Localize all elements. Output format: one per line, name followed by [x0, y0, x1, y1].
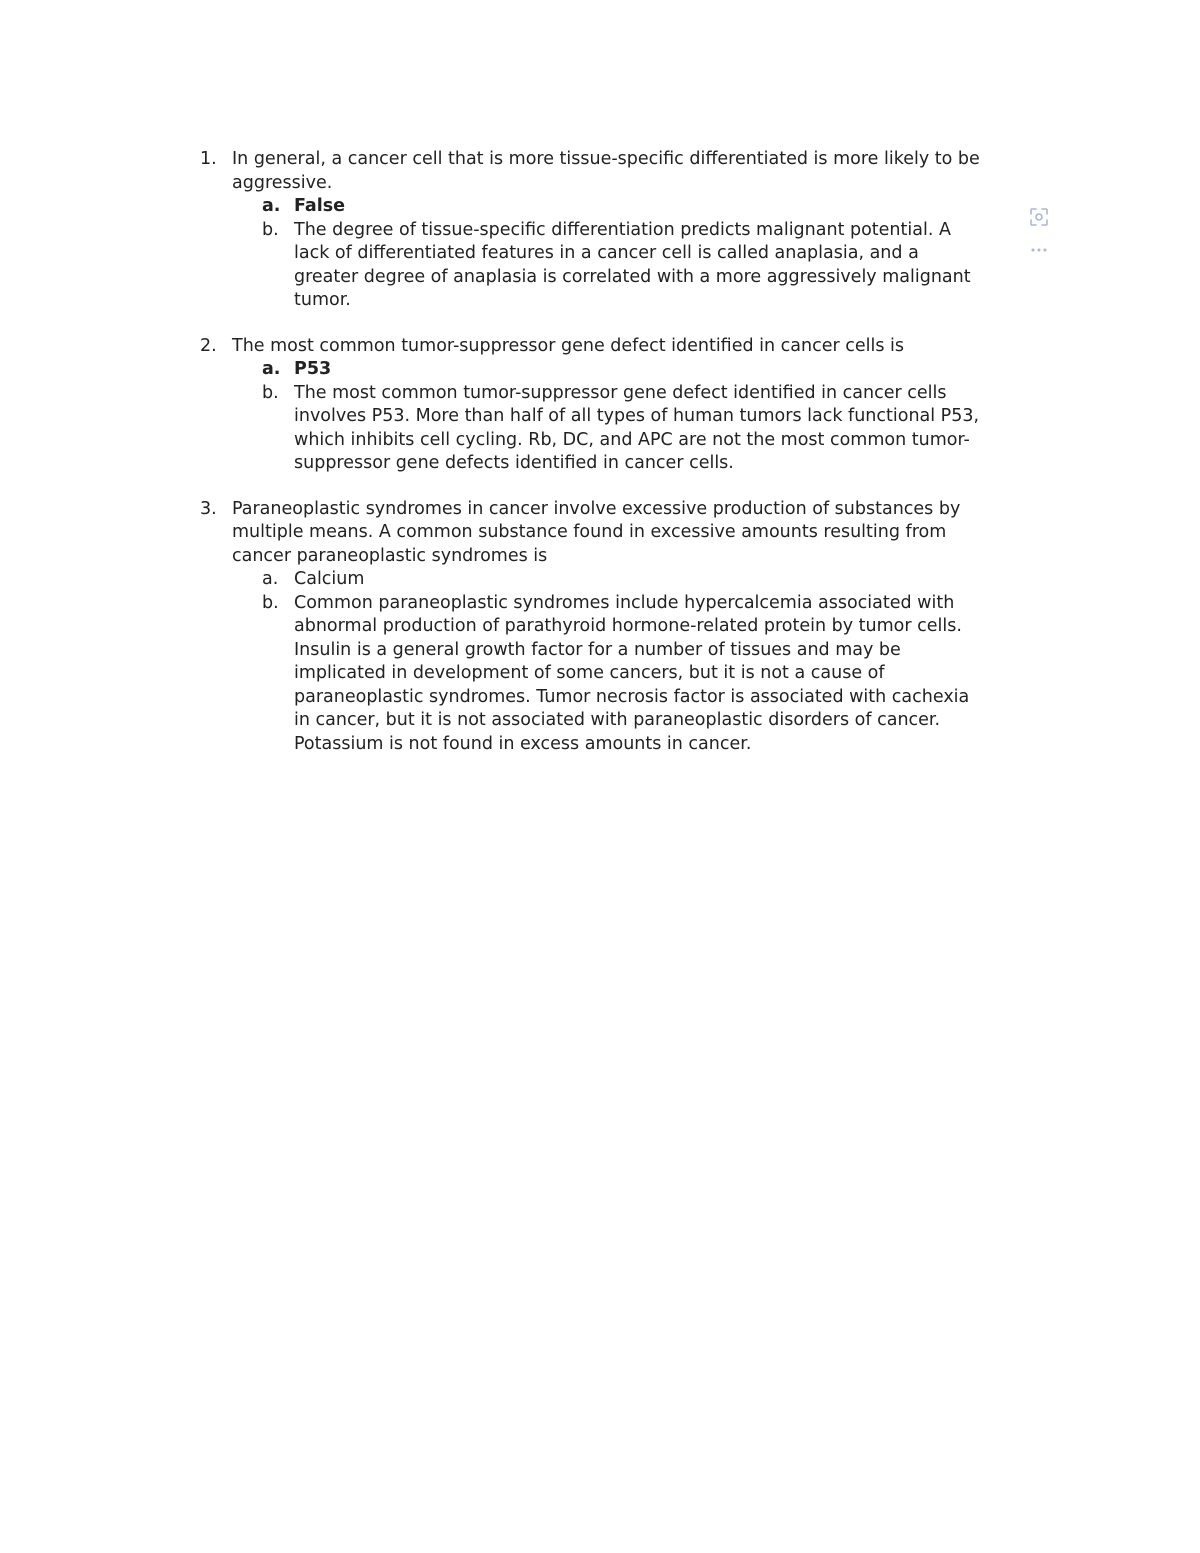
answer-marker: a.: [262, 569, 279, 589]
explanation-text: The degree of tissue-specific differentiation predicts malignant potential. A lack of differentiated features in a cancer cell is called anaplasia, and a greater degree of anaplasia is correlated with a more aggressively malignant tumor.: [294, 219, 971, 310]
explanation-text: The most common tumor-suppressor gene defect identified in cancer cells involves P53. More than half of all types of human tumors lack functional P53, which inhibits cell cycling. Rb, DC, and APC are not the most common tumor-suppressor gene defects identified in cancer cells.: [294, 382, 980, 473]
side-toolbar: [1028, 206, 1052, 254]
explanation-marker: b.: [262, 592, 279, 613]
question-text: The most common tumor-suppressor gene defect identified in cancer cells is: [232, 335, 905, 356]
answer-item: [262, 568, 980, 592]
question-number: 2.: [200, 335, 217, 356]
question-text: Paraneoplastic syndromes in cancer involve excessive production of substances by multiple means. A common substance found in excessive amounts resulting from cancer paraneoplastic syndromes is: [232, 498, 961, 566]
explanation-item: [262, 592, 980, 757]
answer-marker: a.: [262, 359, 281, 379]
answer-marker: a.: [262, 196, 281, 216]
question-2: [200, 335, 980, 476]
answer-item: [262, 358, 980, 382]
question-number: 3.: [200, 498, 217, 519]
answer-item: [262, 195, 980, 219]
focus-icon[interactable]: [1028, 206, 1050, 228]
explanation-marker: b.: [262, 382, 279, 403]
question-text: In general, a cancer cell that is more tissue-specific differentiated is more likely to be aggressive.: [232, 149, 980, 193]
answer-text: P53: [294, 359, 332, 379]
explanation-item: [262, 219, 980, 313]
more-options-icon[interactable]: [1028, 246, 1050, 254]
explanation-item: [262, 382, 980, 476]
answer-text: Calcium: [294, 569, 365, 589]
explanation-marker: b.: [262, 219, 279, 240]
answer-text: False: [294, 196, 346, 216]
question-number: 1.: [200, 149, 217, 169]
document-body: [200, 148, 980, 778]
explanation-text: Common paraneoplastic syndromes include hypercalcemia associated with abnormal production of parathyroid hormone-related protein by tumor cells. Insulin is a general growth factor for a number of tissues and may be implicated in development of some cancers, but it is not a cause of paraneoplastic syndromes. Tumor necrosis factor is associated with cachexia in cancer, but it is not associated with paraneoplastic disorders of cancer. Potassium is not found in excess amounts in cancer.: [294, 592, 970, 754]
question-3: [200, 498, 980, 757]
question-1: [200, 148, 980, 313]
